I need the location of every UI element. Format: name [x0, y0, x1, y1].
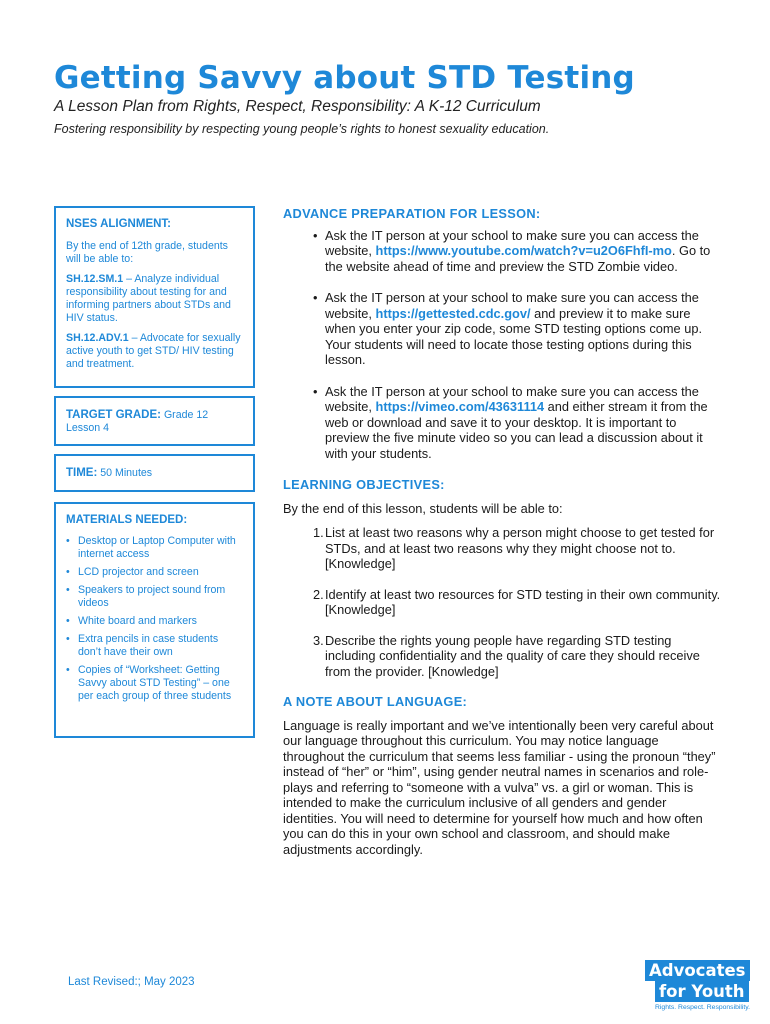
- language-heading: A NOTE ABOUT LANGUAGE:: [283, 694, 468, 709]
- prep-heading: ADVANCE PREPARATION FOR LESSON:: [283, 206, 541, 221]
- material-item: • White board and markers: [66, 615, 243, 628]
- objectives-intro: By the end of this lesson, students will be able to:: [283, 500, 563, 516]
- prep-text: Ask the IT person at your school to make sure you can access the website,: [325, 383, 699, 414]
- objectives-list: [283, 525, 723, 679]
- objective-number: 1.: [313, 525, 324, 540]
- lesson-number: Lesson 4: [66, 422, 109, 434]
- time-box: [54, 454, 255, 492]
- prep-text: and preview it to make sure when you enter your zip code, some STD testing options come up. Your students will need to locate those testing options during this lesson.: [325, 305, 702, 367]
- nses-intro: By the end of 12th grade, students will be able to:: [66, 240, 228, 265]
- objective-text: List at least two reasons why a person might choose to get tested for STDs, and at least two reasons why they might choose not to. [Knowledge]: [325, 525, 715, 571]
- page-title: Getting Savvy about STD Testing: [54, 60, 635, 96]
- prep-list: [283, 228, 723, 462]
- objective-number: 2.: [313, 586, 324, 602]
- page-subtitle: A Lesson Plan from Rights, Respect, Responsibility: A K-12 Curriculum: [54, 98, 541, 115]
- gettested-link[interactable]: https://gettested.cdc.gov/: [375, 305, 531, 321]
- prep-text: and either stream it from the web or download and save it to your desktop. It is important to preview the five minute video so you can lead a discussion about it with your students.: [325, 399, 708, 461]
- nses-alignment-box: [54, 206, 255, 388]
- nses-heading: NSES ALIGNMENT:: [66, 218, 171, 230]
- youtube-link[interactable]: https://www.youtube.com/watch?v=u2O6FhfI-mo: [375, 243, 672, 258]
- logo-line1: Advocates: [645, 960, 750, 981]
- material-item: • Desktop or Laptop Computer with internet access: [66, 535, 243, 561]
- objective-item: [283, 525, 723, 572]
- objective-text: Describe the rights young people have regarding STD testing including confidentiality and the quality of care they should receive from the provider. [Knowledge]: [325, 632, 700, 679]
- page-tagline: Fostering responsibility by respecting young people’s rights to honest sexuality education.: [54, 122, 550, 136]
- materials-box: [54, 502, 255, 738]
- language-body: Language is really important and we’ve intentionally been very careful about our language throughout this curriculum. You may notice language throughout the curriculum that seems less familiar - using the pronoun “they” instead of “her” or “him”, using gender neutral names in scenarios and role-plays and referring to “someone with a vulva” vs. a girl or woman. This is intended to make the curriculum inclusive of all genders and gender identities. You will need to determine for yourself how much and how often you can do this in your own school and classroom, and should make adjustments accordingly.: [283, 717, 716, 857]
- material-item: • Speakers to project sound from videos: [66, 584, 243, 610]
- standard-text: – Advocate for sexually active youth to get STD/ HIV testing and treatment.: [66, 332, 241, 370]
- objective-item: [283, 633, 723, 680]
- standard-code: SH.12.SM.1: [66, 273, 124, 285]
- time-label: TIME:: [66, 467, 98, 479]
- material-item: • Extra pencils in case students don’t have their own: [66, 633, 243, 659]
- material-item: • Copies of “Worksheet: Getting Savvy about STD Testing” – one per each group of three students: [66, 664, 243, 703]
- standard-text: – Analyze individual responsibility about testing for and informing partners about STDs and HIV status.: [66, 273, 231, 324]
- advocates-for-youth-logo: [645, 960, 760, 1011]
- nses-standard: [66, 332, 243, 371]
- materials-heading: MATERIALS NEEDED:: [66, 514, 188, 526]
- target-grade-box: [54, 396, 255, 446]
- objective-number: 3.: [313, 632, 324, 648]
- materials-list: [66, 535, 243, 703]
- objectives-heading: LEARNING OBJECTIVES:: [283, 477, 445, 492]
- main-content: [283, 206, 723, 857]
- prep-text: Ask the IT person at your school to make sure you can access the website,: [325, 227, 699, 258]
- time-value: 50 Minutes: [100, 467, 153, 479]
- material-item: • LCD projector and screen: [66, 566, 243, 579]
- target-grade-label: TARGET GRADE:: [66, 409, 161, 421]
- prep-text: Ask the IT person at your school to make sure you can access the website,: [325, 290, 699, 321]
- prep-item: [283, 290, 723, 368]
- target-grade-value: Grade 12: [163, 409, 209, 421]
- objective-item: [283, 587, 723, 618]
- last-revised: Last Revised:; May 2023: [68, 976, 195, 988]
- objective-text: Identify at least two resources for STD testing in their own community. [Knowledge]: [325, 586, 721, 617]
- logo-tagline: Rights. Respect. Responsibility.: [655, 1004, 751, 1011]
- standard-code: SH.12.ADV.1: [66, 332, 129, 344]
- prep-item: [283, 228, 723, 275]
- prep-text: . Go to the website ahead of time and preview the STD Zombie video.: [325, 243, 711, 274]
- vimeo-link[interactable]: https://vimeo.com/43631114: [375, 399, 545, 414]
- logo-line2: for Youth: [655, 981, 749, 1002]
- nses-standard: [66, 273, 243, 325]
- prep-item: [283, 384, 723, 462]
